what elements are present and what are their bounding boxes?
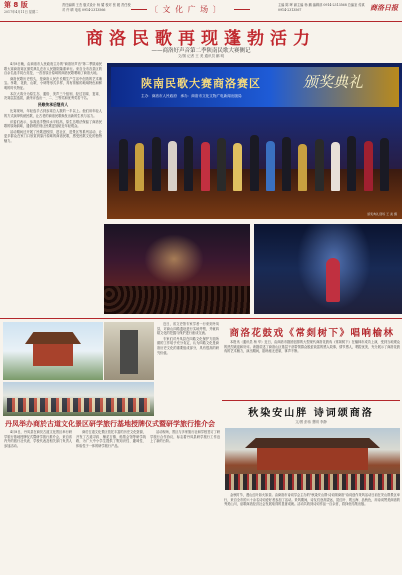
singer-figure xyxy=(326,258,340,302)
audience-photo xyxy=(104,224,250,314)
performer xyxy=(152,137,161,191)
photo-caption: 颁奖典礼现场 王 美 摄 xyxy=(367,212,397,216)
temple-crowd xyxy=(225,474,400,490)
editor-info: 责任编辑 王杰 版式设计 杨 耀 校对 张 媛 责任校对 许 晴 电话 0914-2313566 xyxy=(62,3,131,12)
performer xyxy=(298,144,307,191)
article-paragraph: 4月8日晚，由商洛市人民政府主办的"商洛好声音"第二季陕南民歌大赛商洛赛区颁奖典礼在市人民剧院隆重举行。来自全市各县区的百余名选手同台竞技，一首首原汁原味的商洛民歌唱响了商洛大地。 xyxy=(4,62,102,76)
article-paragraph: 4月8日，丹凤县在商於古道文化景区举行研学旅行基地授牌仪式暨研学旅行推介会，来自省内外的旅行社代表、学校代表及相关部门负责人参加活动。 xyxy=(4,430,72,448)
performer xyxy=(266,141,275,191)
banner-title: 陕南民歌大赛商洛赛区 xyxy=(141,77,261,90)
audience-heads xyxy=(104,286,250,314)
lead-headline: 商洛民歌再现蓬勃活力 xyxy=(86,29,316,49)
section-rule-right xyxy=(234,9,250,10)
stage-banner xyxy=(111,67,399,107)
page-header xyxy=(0,0,402,22)
banner-organizers: 主办：商洛市人民政府 承办：商洛市文化文物广电新闻出版局 xyxy=(141,94,242,98)
danfeng-headline: 丹凤举办商於古道文化景区研学旅行基地授牌仪式暨研学旅行推介会 xyxy=(5,420,215,428)
performer xyxy=(184,136,193,191)
performer xyxy=(233,143,242,191)
issue-date: 2017年4月11日 星期二 xyxy=(4,10,39,14)
pavilion-body xyxy=(33,344,73,366)
banner-calligraphy: 颁奖典礼 xyxy=(303,73,364,91)
huagu-opera-headline: 商洛花鼓戏《常剡树下》唱响榆林 xyxy=(229,328,395,339)
page-number: 第 8 版 xyxy=(4,1,28,9)
poetry-body xyxy=(224,493,400,573)
award-ceremony-photo xyxy=(107,63,402,219)
temple-hall xyxy=(257,448,368,470)
temple-eave xyxy=(245,438,380,448)
performer xyxy=(250,135,259,191)
article-paragraph: 专家们对丹凤县在四皓文化保护方面所做的工作给予充分肯定，认为四皓文化是商洛历史文化的重要组成部分，具有很高的研究价值。 xyxy=(157,336,219,355)
performer xyxy=(135,143,144,191)
lead-byline: 文/图 记者 王 美 通讯员 鹏 明 xyxy=(177,54,225,58)
huagu-opera-body xyxy=(224,340,400,398)
performer xyxy=(331,142,340,191)
article-paragraph: 金秋时节，漫山红叶如火如荼。由商洛市诗词学会主办的"秋染安山胖·诗词颂商洛"诗词创作采风活动日前在安山胖景区举行，来自全市的六十余名诗词爱好者参加了活动。采风期间，诗友们登高望远，赏红叶、观云海、品秋色，用诗词赞美商洛的秀美山川，讴歌商洛经济社会发展取得的显著成就。活动共收到诗词作品一百余首，将择优结集出版。 xyxy=(224,493,400,507)
story-column-d xyxy=(150,430,220,572)
article-paragraph: 活动期间还开展了民歌进校园、进社区、进景区等系列活动，让更多群众在家门口欣赏到原汁原味的商洛民歌，感受民歌文化的独特魅力。 xyxy=(4,129,102,143)
section-rule-left xyxy=(131,9,147,10)
article-paragraph: 本报讯（通讯员 杨 华）近日，由商洛市剧团创排的大型现代商洛花鼓戏《常剡树下》在榆林市成功上演，受到当地观众的热烈欢迎和好评。该剧讲述了商洛山区基层干部带领群众脱贫致富的感人故事，情节感人，唱腔优美，充分展示了商洛花鼓戏的艺术魅力，演出期间，剧场座无虚席，掌声不断。 xyxy=(224,340,400,354)
pavilion-photo xyxy=(3,322,103,380)
stele-photo xyxy=(104,322,154,380)
poetry-headline: 秋染安山胖 诗词颂商洛 xyxy=(248,408,374,419)
performer xyxy=(380,138,389,191)
article-paragraph: 本次大赛分为原生态、通俗、美声三个组别，经过初赛、复赛、决赛层层选拔，最终评选出一、二、三等奖和优秀奖若干名。 xyxy=(4,91,102,101)
group-photo xyxy=(3,382,154,416)
performer xyxy=(315,139,324,191)
performer xyxy=(168,141,177,191)
performer xyxy=(364,141,373,191)
performer xyxy=(282,137,291,191)
article-paragraph: 商洛民歌历史悠久，是商洛人民在长期生产生活中创造的艺术瑰宝。孝歌、花鼓、山歌、小调等形式多样，具有浓郁的地域特色和鲜明的时代特征。 xyxy=(4,76,102,90)
group-row xyxy=(7,398,150,412)
stage-light xyxy=(144,234,204,284)
performer xyxy=(347,136,356,191)
story-column-c xyxy=(76,430,146,572)
lead-subhead: ——商洛好声音第二季陕南民歌大赛侧记 xyxy=(151,48,251,54)
article-paragraph: 商於古道文化景区依托丰富的历史文化资源，开发了古道寻踪、棣花古镇、船帮会馆等研学线路，为广大中小学生提供了集知识性、趣味性、体验性于一体的研学旅行产品。 xyxy=(76,430,146,448)
performers-row xyxy=(119,121,389,191)
article-paragraph: 近日，省文史馆专家学者一行来到丹凤县，对商山四皓遗址进行实地考察，并就四皓文化的挖掘与保护进行座谈交流。 xyxy=(157,322,219,336)
masthead-info: 主编 陈 晖 副主编 杨 鹏 编辑部 0914-2313568 总编室 传真 0914-2313567 xyxy=(278,3,365,12)
temple-photo xyxy=(225,428,400,490)
article-subhead: 民歌传承后继有人 xyxy=(37,101,69,107)
performer xyxy=(119,139,128,191)
performer xyxy=(217,138,226,191)
newspaper-logo: 商洛日报 xyxy=(370,4,398,12)
article-paragraph: 评委们表示，参赛选手整体水平较高，原生态唱法保留了商洛民歌的原始韵味，通俗唱法则让民歌更加贴近年轻观众。 xyxy=(4,119,102,129)
page-number-block xyxy=(4,1,38,14)
article-paragraph: 活动现场，景区与多家旅行社和学校签订了研学旅行合作协议，标志着丹凤县研学旅行工作迈上了新的台阶。 xyxy=(150,430,220,444)
pavilion-roof xyxy=(25,332,81,344)
stele-stone xyxy=(120,330,138,374)
section-title: 〔 文 化 广 场 〕 xyxy=(150,5,222,14)
performer xyxy=(201,142,210,191)
story-column-a xyxy=(157,322,219,416)
lead-column-left xyxy=(4,62,102,316)
article-paragraph: 比赛现场，年轻选手占到参赛总人数的一半以上。他们用年轻人的方式演绎传统民歌，让古老的商洛民歌焕发出新的生机与活力。 xyxy=(4,109,102,118)
story-column-b xyxy=(4,430,72,572)
poetry-byline: 文/图 彭伟 慧明 李静 xyxy=(295,420,327,424)
singer-photo xyxy=(254,224,402,314)
section-divider xyxy=(0,318,402,319)
